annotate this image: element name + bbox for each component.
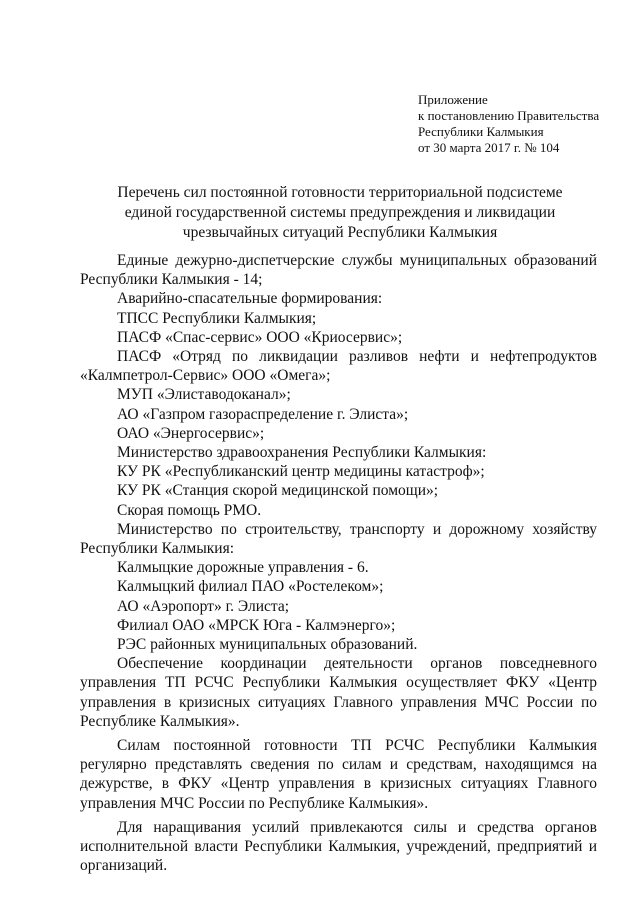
annex-line-4: от 30 марта 2017 г. № 104 (418, 140, 560, 155)
annex-line-3: Республики Калмыкия (418, 124, 544, 139)
paragraph-construction-ministry: Министерство по строительству, транспорту и дорожному хозяйству Республики Калмыкия: (80, 520, 597, 558)
annex-line-2: к постановлению Правительства (418, 108, 600, 123)
title-line-1: Перечень сил постоянной готовности территориальной подсистеме (117, 184, 563, 201)
list-item: МУП «Элиставодоканал»; (117, 386, 291, 404)
list-item: ТПСС Республики Калмыкия; (117, 309, 317, 327)
list-item: РЭС районных муниципальных образований. (117, 636, 418, 654)
list-item: АО «Газпром газораспределение г. Элиста»; (117, 405, 409, 423)
paragraph-health-ministry: Министерство здравоохранения Республики Калмыкия: (117, 444, 487, 462)
document-body (80, 251, 597, 876)
list-item: КУ РК «Станция скорой медицинской помощи»; (117, 482, 439, 500)
annex-line-1: Приложение (418, 92, 488, 107)
paragraph-coordination: Обеспечение координации деятельности органов повседневного управления ТП РСЧС Республики Калмыкия осуществляет ФКУ «Центр управления в кризисных ситуациях Главного управления МЧС России по Республике Калмыкия». (80, 655, 597, 730)
list-item: КУ РК «Республиканский центр медицины катастроф»; (117, 463, 485, 481)
paragraph-rescue-units: Аварийно-спасательные формирования: (117, 290, 383, 308)
list-item: Калмыцкий филиал ПАО «Ростелеком»; (117, 578, 384, 596)
list-item: ПАСФ «Спас-сервис» ООО «Криосервис»; (117, 328, 403, 346)
list-item: Калмыцкие дорожные управления - 6. (117, 559, 369, 577)
list-item: ПАСФ «Отряд по ликвидации разливов нефти и нефтепродуктов «Калмпетрол-Сервис» ООО «Омега»; (80, 348, 597, 385)
paragraph-reporting: Силам постоянной готовности ТП РСЧС Республики Калмыкия регулярно представлять сведения по силам и средствам, находящимся на дежурстве, в ФКУ «Центр управления в кризисных ситуациях Главного управления МЧС России по Республике Калмыкия». (80, 737, 597, 812)
title-line-2: единой государственной системы предупреждения и ликвидации (124, 204, 556, 221)
paragraph-dds: Единые дежурно-диспетчерские службы муниципальных образований Республики Калмыкия - 14; (80, 252, 597, 289)
list-item: Филиал ОАО «МРСК Юга - Калмэнерго»; (117, 616, 396, 634)
list-item: АО «Аэропорт» г. Элиста; (117, 597, 290, 615)
title-line-3: чрезвычайных ситуаций Республики Калмыкия (182, 224, 498, 241)
paragraph-reinforcement: Для наращивания усилий привлекаются силы и средства органов исполнительной власти Республики Калмыкия, учреждений, предприятий и организаций. (80, 818, 597, 875)
list-item: ОАО «Энергосервис»; (117, 424, 265, 442)
list-item: Скорая помощь РМО. (117, 501, 262, 519)
annex-header (418, 92, 599, 156)
document-title (80, 183, 600, 243)
